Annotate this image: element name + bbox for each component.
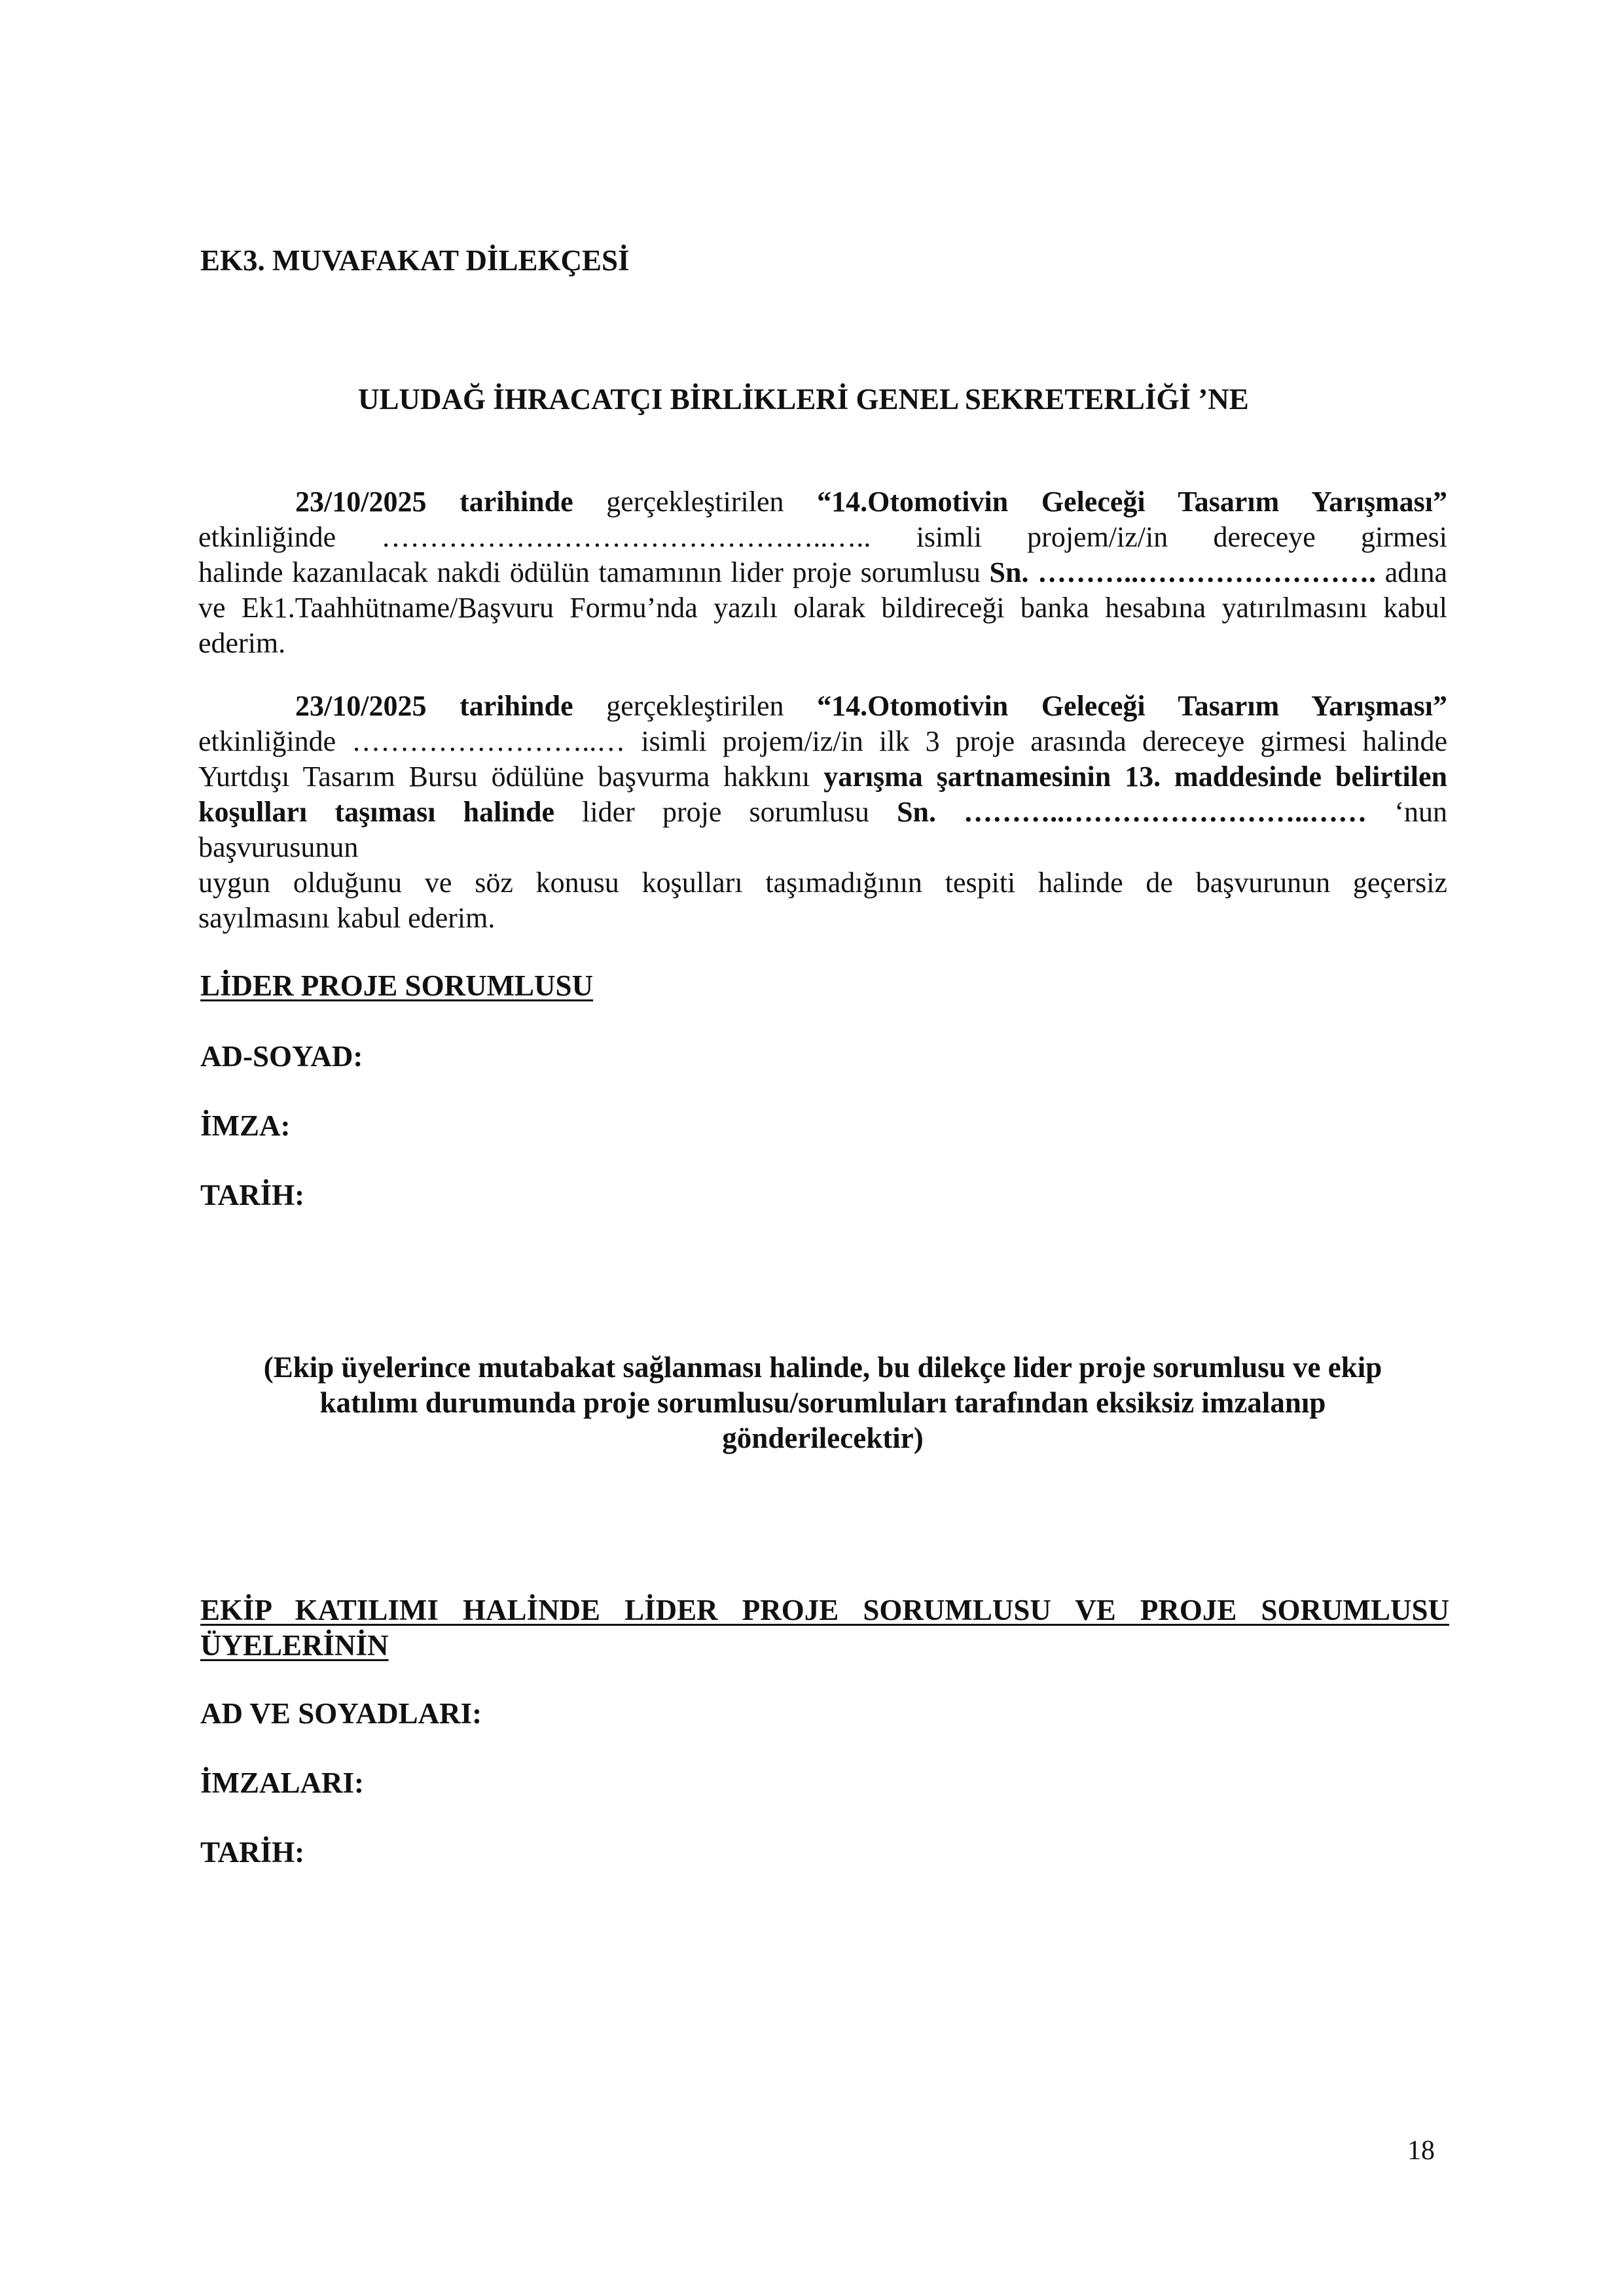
paragraph-1-line-3-end: adına [1384, 556, 1447, 588]
paragraph-2-date-suffix: tarihinde [460, 690, 573, 722]
paragraph-1-line-2-text: isimli projem/iz/in dereceye girmesi [916, 521, 1448, 553]
team-signatures-label: İMZALARI: [200, 1767, 365, 1799]
page-number: 18 [1407, 2136, 1435, 2166]
paragraph-2-line-3 [198, 759, 1447, 795]
paragraph-2-line-4-bold: koşulları taşıması halinde [198, 796, 554, 828]
paragraph-2-line-2: etkinliğinde ……………………..… isimli projem/iz/in ilk 3 proje arasında dereceye girmesi halinde [198, 725, 1447, 757]
paragraph-2-event: “14.Otomotivin Geleceği Tasarım Yarışması” [817, 690, 1448, 722]
paragraph-1-verb: gerçekleştirilen [606, 486, 784, 518]
note-line-2: katılımı durumunda proje sorumlusu/sorumluları tarafından eksiksiz imzalanıp [319, 1386, 1326, 1419]
consent-paragraph-1 [198, 484, 1447, 661]
leader-name-label: AD-SOYAD: [200, 1040, 363, 1073]
note-line-3: gönderilecektir) [722, 1422, 924, 1454]
team-section-heading-line-2: ÜYELERİNİN [200, 1629, 389, 1662]
paragraph-2-verb: gerçekleştirilen [606, 690, 784, 722]
paragraph-1-line-3-text: halinde kazanılacak nakdi ödülün tamamının lider proje sorumlusu [198, 556, 981, 588]
paragraph-1-event: “14.Otomotivin Geleceği Tasarım Yarışması” [817, 486, 1448, 518]
leader-date-label: TARİH: [200, 1179, 305, 1211]
paragraph-1-line-2 [198, 520, 1447, 555]
paragraph-2-line-3-text: Yurtdışı Tasarım Bursu ödülüne başvurma hakkını [198, 761, 810, 793]
paragraph-1-line-5: ederim. [198, 627, 286, 659]
paragraph-1-line-3 [198, 555, 1447, 590]
signature-note [198, 1350, 1447, 1456]
paragraph-2-date: 23/10/2025 [295, 690, 427, 722]
document-title: EK3. MUVAFAKAT DİLEKÇESİ [200, 244, 630, 277]
paragraph-1-line-4: ve Ek1.Taahhütname/Başvuru Formu’nda yazılı olarak bildireceği banka hesabına yatırılmasını kabul [198, 592, 1447, 624]
leader-section-heading: LİDER PROJE SORUMLUSU [200, 969, 594, 1002]
paragraph-2-sn-blank: Sn. ………..……………………..…… [897, 796, 1367, 828]
team-names-label: AD VE SOYADLARI: [200, 1697, 482, 1730]
paragraph-1-date: 23/10/2025 [295, 486, 427, 518]
paragraph-2-line-4-end: ‘nun başvurusunun [198, 796, 1447, 863]
consent-paragraph-2 [198, 689, 1447, 936]
note-line-1: (Ekip üyelerince mutabakat sağlanması halinde, bu dilekçe lider proje sorumlusu ve ekip [263, 1351, 1382, 1384]
paragraph-1-date-suffix: tarihinde [460, 486, 573, 518]
paragraph-2-line-3-bold: yarışma şartnamesinin 13. maddesinde belirtilen [823, 761, 1448, 793]
paragraph-2-line-4 [198, 795, 1447, 865]
paragraph-2-line-5: uygun olduğunu ve söz konusu koşulları taşımadığının tespiti halinde de başvurunun geçersiz [198, 867, 1447, 899]
leader-signature-label: İMZA: [200, 1109, 291, 1142]
paragraph-2-line-4-text: lider proje sorumlusu [582, 796, 869, 828]
team-date-label: TARİH: [200, 1836, 305, 1869]
paragraph-1-line-1 [198, 484, 1447, 520]
team-section-heading-line-1: EKİP KATILIMI HALİNDE LİDER PROJE SORUMLUSU VE PROJE SORUMLUSU [200, 1594, 1449, 1626]
paragraph-2-line-1 [198, 689, 1447, 724]
paragraph-1-sn-blank: Sn. ………..……………………. [989, 556, 1377, 588]
addressee-heading: ULUDAĞ İHRACATÇI BİRLİKLERİ GENEL SEKRETERLİĞİ ’NE [358, 383, 1249, 416]
paragraph-1-project-blank: etkinliğinde ………………………………………..….. [198, 521, 871, 553]
paragraph-2-line-6: sayılmasını kabul ederim. [198, 902, 496, 934]
